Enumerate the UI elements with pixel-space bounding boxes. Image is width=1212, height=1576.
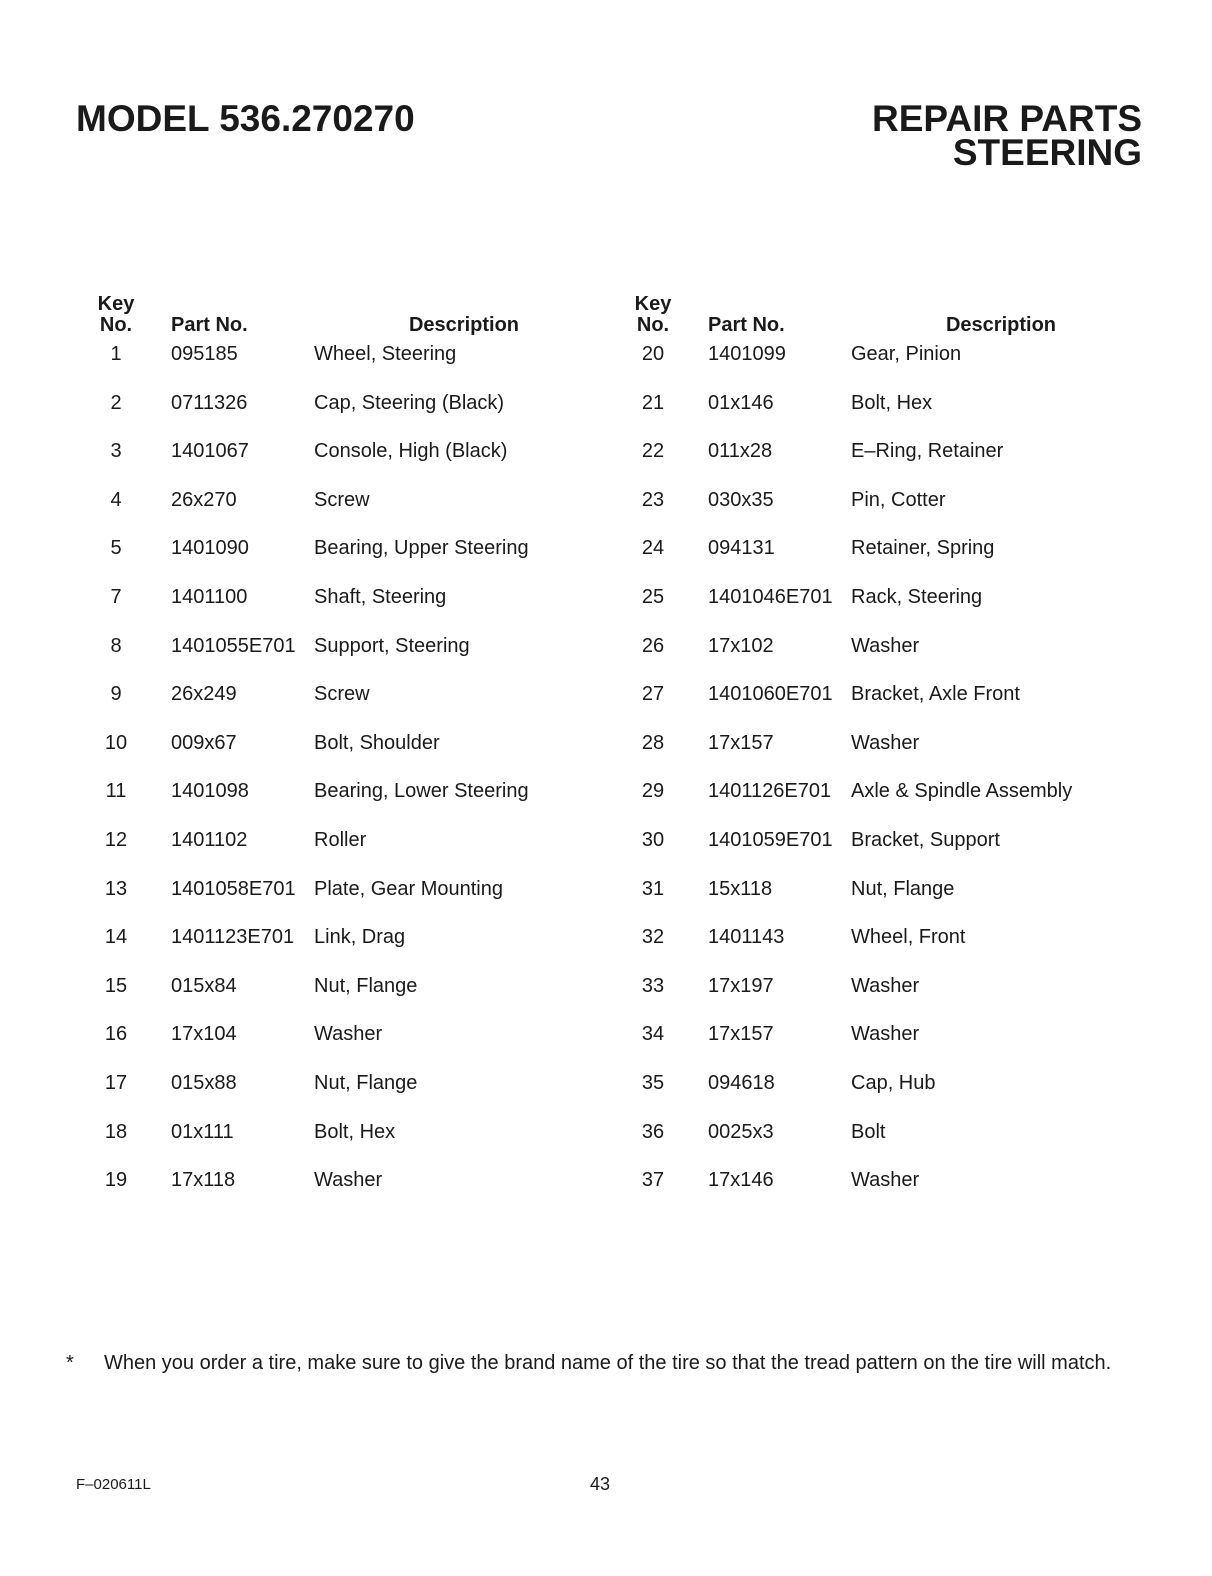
part-no-cell: 094131 (708, 537, 775, 560)
part-no-cell: 1401067 (171, 440, 249, 463)
description-header: Description (408, 314, 520, 336)
description-cell: Washer (851, 731, 920, 754)
key-no-cell: 17 (104, 1071, 128, 1094)
key-no-cell: 30 (641, 828, 665, 851)
key-no-cell: 7 (110, 585, 122, 608)
key-no-cell: 19 (104, 1169, 128, 1192)
table-row (627, 482, 1211, 531)
tire-footnote (66, 1352, 1111, 1375)
key-no-cell: 27 (641, 683, 665, 706)
description-cell: Pin, Cotter (851, 488, 946, 511)
description-header: Description (945, 314, 1057, 336)
description-cell: Bolt (851, 1120, 886, 1143)
part-no-cell: 1401058E701 (171, 877, 296, 900)
section-title-line-2: STEERING (952, 132, 1142, 173)
description-cell: Bolt, Shoulder (314, 731, 440, 754)
table-row (90, 433, 674, 482)
key-no-cell: 24 (641, 537, 665, 560)
description-cell: Washer (314, 1169, 383, 1192)
key-no-cell: 3 (110, 440, 122, 463)
section-title-line-1: REPAIR PARTS (872, 98, 1142, 139)
key-header-line-1: Key (97, 293, 135, 315)
description-cell: Screw (314, 488, 370, 511)
key-no-cell: 34 (641, 1023, 665, 1046)
part-no-cell: 26x270 (171, 488, 237, 511)
key-no-cell: 2 (110, 391, 122, 414)
table-row (627, 773, 1211, 822)
key-no-cell: 21 (641, 391, 665, 414)
description-cell: Washer (314, 1023, 383, 1046)
description-cell: Nut, Flange (851, 877, 955, 900)
key-no-cell: 22 (641, 440, 665, 463)
part-no-cell: 01x111 (171, 1120, 234, 1143)
table-row (90, 871, 674, 920)
part-no-cell: 26x249 (171, 683, 237, 706)
table-row (627, 530, 1211, 579)
section-title (872, 98, 1142, 173)
table-row (90, 968, 674, 1017)
description-cell: Washer (851, 974, 920, 997)
key-header-line-1: Key (634, 293, 672, 315)
table-row (90, 1114, 674, 1163)
description-cell: Wheel, Steering (314, 343, 457, 365)
footnote-marker: * (66, 1352, 74, 1374)
part-no-cell: 030x35 (708, 488, 774, 511)
table-row (90, 725, 674, 774)
key-no-cell: 15 (104, 974, 128, 997)
key-no-cell: 13 (104, 877, 128, 900)
key-no-cell: 28 (641, 731, 665, 754)
key-no-header (90, 292, 142, 336)
part-no-cell: 1401123E701 (171, 926, 295, 949)
table-row (627, 385, 1211, 434)
description-cell: Support, Steering (314, 634, 470, 657)
table-row (627, 1016, 1211, 1065)
table-row (90, 676, 674, 725)
key-no-cell: 1 (110, 343, 122, 365)
key-no-header (627, 292, 679, 336)
description-cell: Screw (314, 683, 370, 706)
parts-table-left (90, 292, 674, 1211)
part-no-cell: 009x67 (171, 731, 237, 754)
key-no-cell: 12 (104, 828, 128, 851)
description-cell: Roller (314, 828, 367, 851)
key-no-cell: 37 (641, 1169, 665, 1192)
table-row (627, 1114, 1211, 1163)
part-no-cell: 1401126E701 (708, 780, 832, 803)
part-no-cell: 1401099 (708, 343, 786, 365)
part-no-cell: 17x157 (708, 731, 774, 754)
part-no-cell: 17x102 (708, 634, 774, 657)
part-no-cell: 17x157 (708, 1023, 774, 1046)
key-no-cell: 33 (641, 974, 665, 997)
model-title: MODEL 536.270270 (76, 98, 415, 139)
description-cell: Washer (851, 1169, 920, 1192)
key-no-cell: 31 (641, 877, 665, 900)
description-cell: Washer (851, 634, 920, 657)
part-no-cell: 1401090 (171, 537, 249, 560)
table-row (627, 822, 1211, 871)
key-no-cell: 32 (641, 926, 665, 949)
key-no-cell: 36 (641, 1120, 665, 1143)
table-row (90, 822, 674, 871)
part-no-cell: 015x88 (171, 1071, 237, 1094)
part-no-header: Part No. (708, 314, 785, 336)
table-row (627, 968, 1211, 1017)
part-no-cell: 17x104 (171, 1023, 237, 1046)
parts-table-right (627, 292, 1211, 1211)
key-no-cell: 23 (641, 488, 665, 511)
part-no-cell: 095185 (171, 343, 238, 365)
part-no-cell: 015x84 (171, 974, 237, 997)
table-row (627, 1162, 1211, 1211)
table-row (627, 725, 1211, 774)
key-header-line-2: No. (99, 314, 133, 336)
description-cell: Link, Drag (314, 926, 406, 949)
part-no-header: Part No. (171, 314, 248, 336)
description-cell: Bolt, Hex (851, 391, 933, 414)
part-no-cell: 1401055E701 (171, 634, 296, 657)
table-row (90, 919, 674, 968)
part-no-cell: 15x118 (708, 877, 773, 900)
table-row (627, 1065, 1211, 1114)
table-row (90, 1162, 674, 1211)
part-no-cell: 1401102 (171, 828, 248, 851)
table-row (90, 628, 674, 677)
description-cell: Nut, Flange (314, 974, 418, 997)
key-no-cell: 18 (104, 1120, 128, 1143)
key-no-cell: 11 (105, 780, 127, 803)
part-no-cell: 1401060E701 (708, 683, 833, 706)
description-cell: Bracket, Axle Front (851, 683, 1020, 706)
key-no-cell: 35 (641, 1071, 665, 1094)
part-no-cell: 17x146 (708, 1169, 774, 1192)
key-no-cell: 5 (110, 537, 122, 560)
key-no-cell: 4 (110, 488, 122, 511)
table-row (90, 1065, 674, 1114)
key-no-cell: 20 (641, 343, 665, 365)
part-no-cell: 1401100 (171, 585, 248, 608)
key-no-cell: 16 (104, 1023, 128, 1046)
part-no-cell: 011x28 (708, 440, 773, 463)
description-cell: Nut, Flange (314, 1071, 418, 1094)
parts-table-left-body (90, 336, 674, 1211)
table-row (627, 676, 1211, 725)
description-cell: Cap, Hub (851, 1071, 936, 1094)
table-row (90, 579, 674, 628)
page-number: 43 (590, 1474, 611, 1494)
description-cell: Bracket, Support (851, 828, 1000, 851)
table-row (90, 385, 674, 434)
description-cell: Rack, Steering (851, 585, 983, 608)
key-no-cell: 9 (110, 683, 122, 706)
description-cell: E–Ring, Retainer (851, 440, 1004, 463)
table-header-row (627, 292, 1211, 336)
table-row (90, 530, 674, 579)
description-cell: Bearing, Lower Steering (314, 780, 529, 803)
description-cell: Wheel, Front (851, 926, 966, 949)
table-row (627, 628, 1211, 677)
part-no-cell: 01x146 (708, 391, 774, 414)
description-cell: Bolt, Hex (314, 1120, 396, 1143)
footnote-text: When you order a tire, make sure to give the brand name of the tire so that the tread pattern on the tire will match. (104, 1352, 1112, 1374)
part-no-cell: 094618 (708, 1071, 775, 1094)
part-no-cell: 1401143 (708, 926, 785, 949)
part-no-cell: 1401046E701 (708, 585, 833, 608)
table-row (627, 336, 1211, 385)
parts-table-right-body (627, 336, 1211, 1211)
description-cell: Console, High (Black) (314, 440, 508, 463)
table-row (90, 773, 674, 822)
key-no-cell: 29 (641, 780, 665, 803)
table-row (627, 433, 1211, 482)
table-row (90, 1016, 674, 1065)
part-no-cell: 1401059E701 (708, 828, 833, 851)
table-row (90, 336, 674, 385)
table-row (627, 919, 1211, 968)
description-cell: Axle & Spindle Assembly (851, 780, 1073, 803)
table-row (627, 871, 1211, 920)
key-no-cell: 10 (104, 731, 128, 754)
key-no-cell: 14 (104, 926, 128, 949)
description-cell: Plate, Gear Mounting (314, 877, 503, 900)
form-code: F–020611L (76, 1476, 151, 1493)
table-row (627, 579, 1211, 628)
part-no-cell: 17x197 (708, 974, 774, 997)
key-no-cell: 26 (641, 634, 665, 657)
key-no-cell: 8 (110, 634, 122, 657)
part-no-cell: 1401098 (171, 780, 249, 803)
key-header-line-2: No. (636, 314, 670, 336)
part-no-cell: 0025x3 (708, 1120, 774, 1143)
part-no-cell: 0711326 (171, 391, 248, 414)
description-cell: Bearing, Upper Steering (314, 537, 529, 560)
part-no-cell: 17x118 (171, 1169, 236, 1192)
table-row (90, 482, 674, 531)
description-cell: Washer (851, 1023, 920, 1046)
description-cell: Retainer, Spring (851, 537, 995, 560)
description-cell: Shaft, Steering (314, 585, 447, 608)
key-no-cell: 25 (641, 585, 665, 608)
description-cell: Cap, Steering (Black) (314, 391, 505, 414)
description-cell: Gear, Pinion (851, 343, 962, 365)
table-header-row (90, 292, 674, 336)
